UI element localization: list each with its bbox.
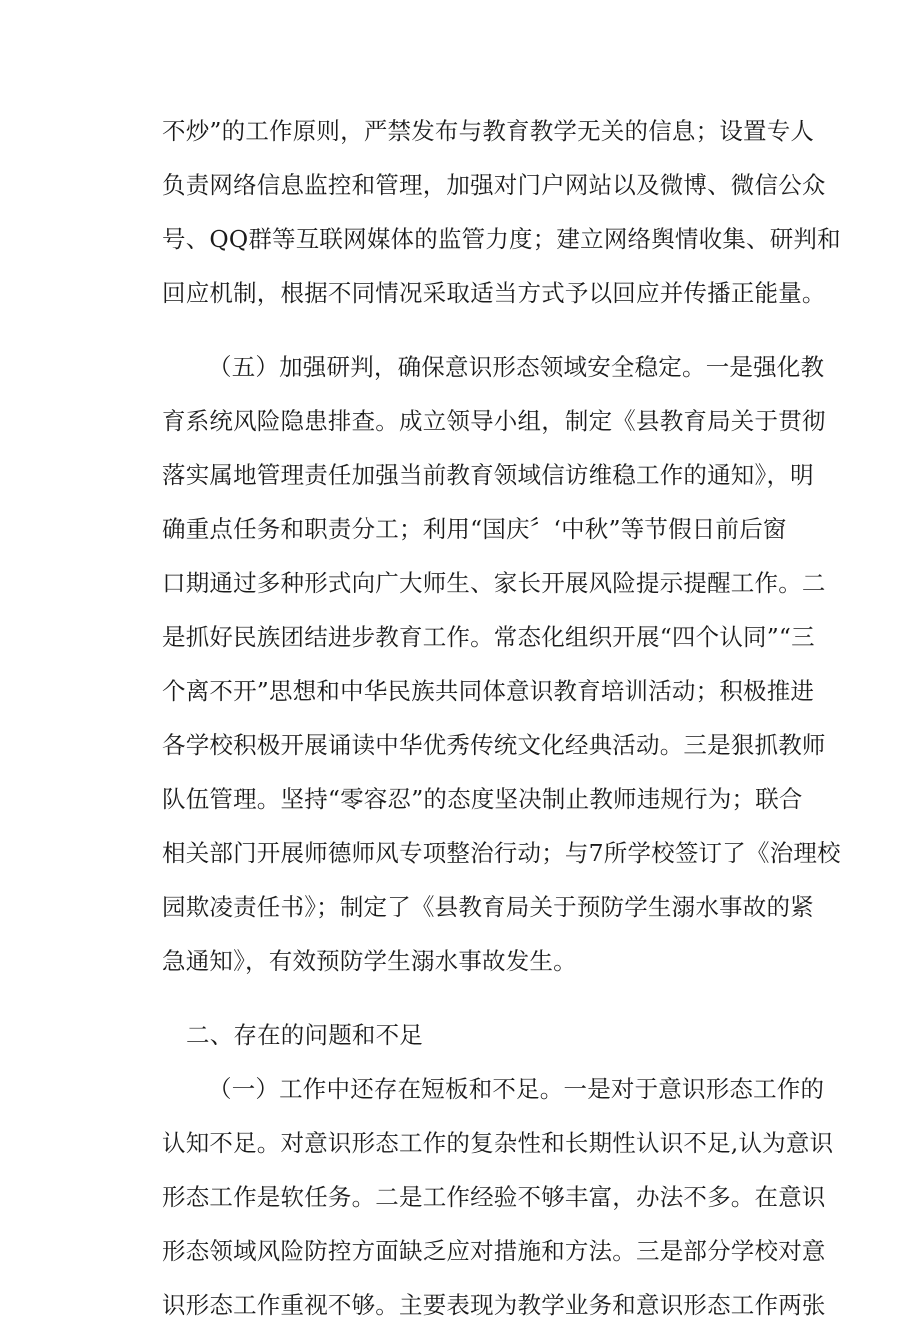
paragraph-3 [162, 1062, 834, 1332]
paragraph-line: 形态领域风险防控方面缺乏应对措施和方法。三是部分学校对意 [162, 1237, 826, 1265]
paragraph-1 [162, 104, 841, 320]
paragraph-line: 形态工作是软任务。二是工作经验不够丰富，办法不多。在意识 [162, 1183, 826, 1211]
paragraph-line: 负责网络信息监控和管理，加强对门户网站以及微博、微信公众 [162, 171, 826, 199]
paragraph-line: 育系统风险隐患排查。成立领导小组，制定《县教育局关于贯彻 [162, 407, 826, 435]
paragraph-line: 相关部门开展师德师风专项整治行动；与7所学校签订了《治理校 [162, 839, 841, 867]
paragraph-line: 认知不足。对意识形态工作的复杂性和长期性认识不足,认为意识 [162, 1129, 834, 1157]
paragraph-spacer [162, 988, 802, 1008]
paragraph-line: 识形态工作重视不够。主要表现为教学业务和意识形态工作两张 [162, 1291, 826, 1319]
paragraph-line: 落实属地管理责任加强当前教育领域信访维稳工作的通知》，明 [162, 461, 814, 489]
paragraph-2 [162, 340, 841, 988]
paragraph-line: 确重点任务和职责分工；利用“国庆〞‘中秋”等节假日前后窗 [162, 515, 787, 543]
paragraph-line: 不炒”的工作原则，严禁发布与教育教学无关的信息；设置专人 [162, 117, 815, 145]
document-body [162, 104, 841, 1332]
paragraph-line: 个离不开”思想和中华民族共同体意识教育培训活动；积极推进 [162, 677, 815, 705]
paragraph-line: 园欺凌责任书》；制定了《县教育局关于预防学生溺水事故的紧 [162, 893, 814, 921]
paragraph-line: 号、QQ群等互联网媒体的监管力度；建立网络舆情收集、研判和 [162, 225, 841, 253]
paragraph-line: （一）工作中还存在短板和不足。一是对于意识形态工作的 [208, 1075, 825, 1103]
paragraph-line: 回应机制，根据不同情况采取适当方式予以回应并传播正能量。 [162, 279, 826, 307]
paragraph-line: （五）加强研判，确保意识形态领域安全稳定。一是强化教 [208, 353, 825, 381]
paragraph-spacer [162, 320, 802, 340]
paragraph-line: 口期通过多种形式向广大师生、家长开展风险提示提醒工作。二 [162, 569, 826, 597]
paragraph-line: 各学校积极开展诵读中华优秀传统文化经典活动。三是狠抓教师 [162, 731, 826, 759]
paragraph-line: 是抓好民族团结进步教育工作。常态化组织开展“四个认同”“三 [162, 623, 815, 651]
paragraph-line: 急通知》，有效预防学生溺水事故发生。 [162, 947, 577, 975]
section-heading: 二、存在的问题和不足 [186, 1021, 423, 1049]
paragraph-line: 队伍管理。坚持“零容忍”的态度坚决制止教师违规行为；联合 [162, 785, 803, 813]
